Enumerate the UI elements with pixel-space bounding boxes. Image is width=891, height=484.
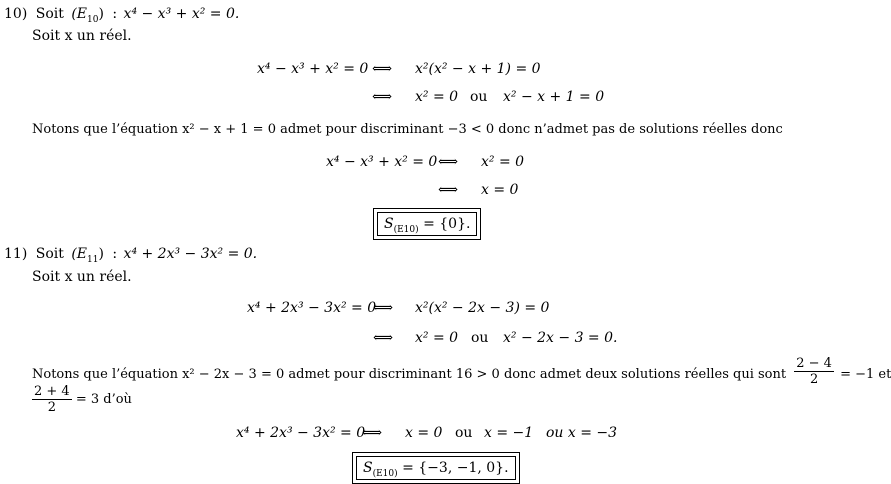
equation: x⁴ − x³ + x² = 0. xyxy=(123,6,240,22)
fraction-1: $\frac{2 - 4}{2}$ xyxy=(796,356,832,387)
solution-set: $S_{(E10)} = \{0\}$. xyxy=(377,212,477,236)
fraction-1-value: = −1 et xyxy=(840,367,891,382)
fraction-2: $\frac{2 + 4}{2}$ xyxy=(34,384,70,415)
line1-right: x²(x² − 2x − 3) = 0 xyxy=(415,300,550,316)
iff-symbol: ⟺ xyxy=(373,300,394,316)
colon: : xyxy=(112,6,118,22)
or-word: ou xyxy=(455,425,473,441)
iff-symbol: ⟺ xyxy=(372,61,393,77)
final-a: x = 0 xyxy=(405,425,443,441)
note-paragraph: Notons que l’équation x² − x + 1 = 0 admet pour discriminant −3 < 0 donc n’admet pas de solutions réelles donc xyxy=(32,122,783,137)
equation-name: $(E_{11})$ xyxy=(71,246,104,265)
soit-word: Soit xyxy=(35,246,64,262)
note-text: Notons que l’équation x² − 2x − 3 = 0 admet pour discriminant 16 > 0 donc admet deux solutions réelles qui sont xyxy=(32,367,787,382)
note-paragraph xyxy=(32,356,891,387)
line1-left: x⁴ − x³ + x² = 0 xyxy=(257,61,369,77)
iff-symbol: ⟺ xyxy=(438,182,459,198)
let-statement: Soit x un réel. xyxy=(32,28,132,44)
iff-symbol: ⟺ xyxy=(372,89,393,105)
iff-symbol: ⟺ xyxy=(373,330,394,346)
line2-right-b: x² − 2x − 3 = 0. xyxy=(503,330,618,346)
or-word: ou xyxy=(471,330,489,346)
equation: x⁴ + 2x³ − 3x² = 0. xyxy=(123,246,258,262)
exercise-number: 10) xyxy=(4,6,28,22)
line2-right-a: x² = 0 xyxy=(415,330,459,346)
line3-left: x⁴ − x³ + x² = 0 xyxy=(326,154,438,170)
iff-symbol: ⟺ xyxy=(438,154,459,170)
line1-right: x²(x² − x + 1) = 0 xyxy=(415,61,541,77)
exercise-11-header xyxy=(4,245,257,263)
line2-right-a: x² = 0 xyxy=(415,89,459,105)
exercise-10-header xyxy=(4,5,239,23)
soit-word: Soit xyxy=(35,6,64,22)
solution-set: $S_{(E10)} = \{-3$, −1, 0}. xyxy=(356,456,516,480)
solution-box xyxy=(352,452,520,484)
fraction-2-value: = 3 d’où xyxy=(75,392,132,407)
equation-name: $(E_{10})$ xyxy=(71,6,104,25)
colon: : xyxy=(112,246,118,262)
note-continuation xyxy=(32,384,132,415)
exercise-number: 11) xyxy=(4,246,28,262)
line4-right: x = 0 xyxy=(481,182,519,198)
iff-symbol: ⟺ xyxy=(362,425,383,441)
final-c: ou x = −3 xyxy=(546,425,618,441)
line3-right: x² = 0 xyxy=(481,154,525,170)
solution-box xyxy=(373,208,481,240)
let-statement: Soit x un réel. xyxy=(32,269,132,285)
or-word: ou xyxy=(470,89,488,105)
line2-right-b: x² − x + 1 = 0 xyxy=(503,89,605,105)
line1-left: x⁴ + 2x³ − 3x² = 0 xyxy=(247,300,377,316)
final-left: x⁴ + 2x³ − 3x² = 0 xyxy=(236,425,366,441)
final-b: x = −1 xyxy=(484,425,534,441)
